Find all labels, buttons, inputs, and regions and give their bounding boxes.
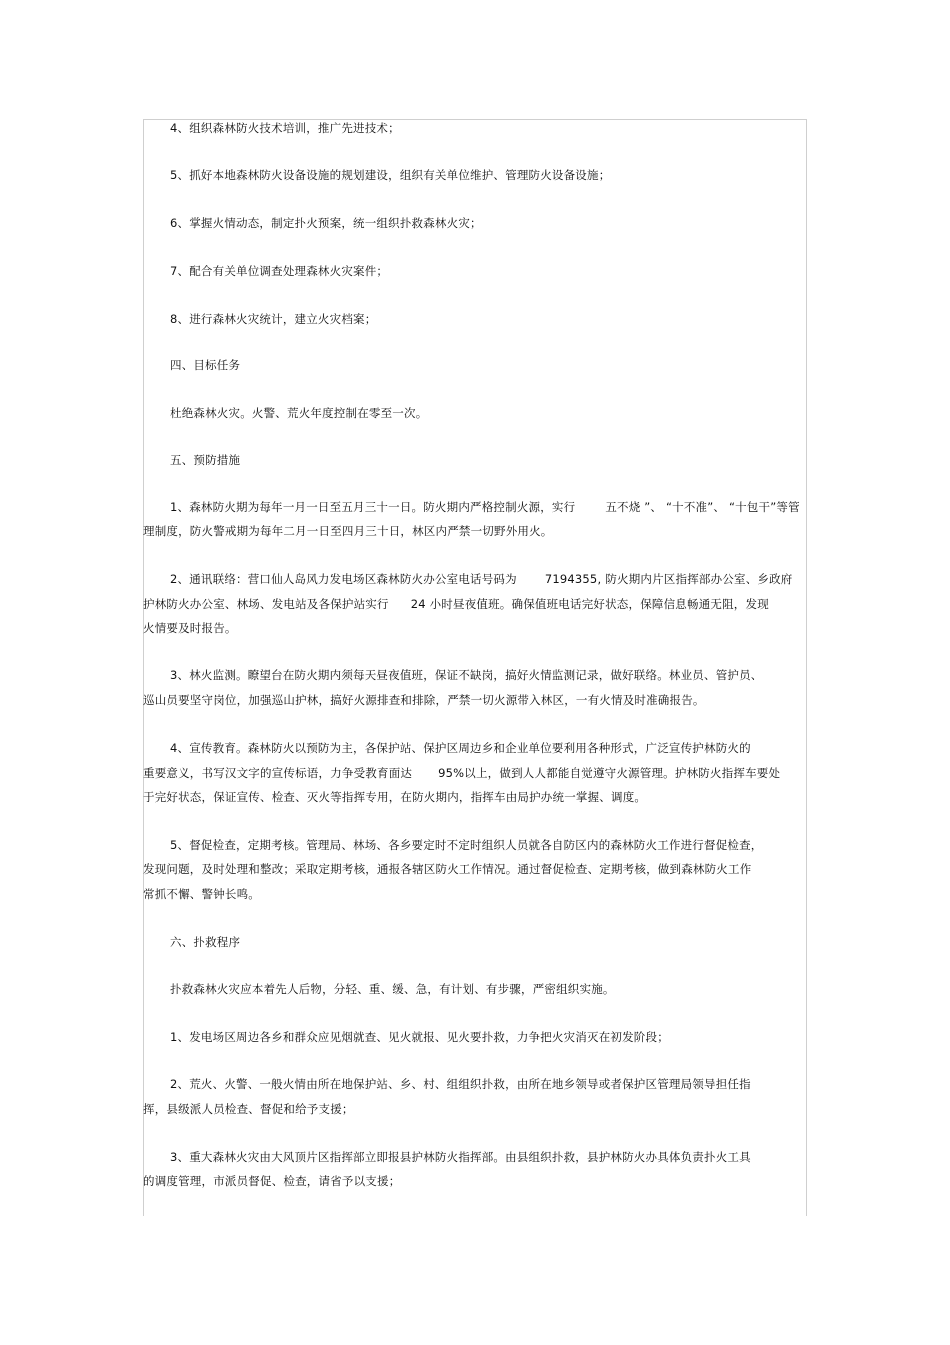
prevention-4-part-a: 重要意义，书写汉文字的宣传标语，力争受教育面达 [143,766,413,780]
duty-item-4: 4、组织森林防火技术培训，推广先进技术； [170,121,400,135]
prevention-2-line-1 [170,572,793,586]
prevention-2-part-c: 防火期内片区指挥部办公室、乡政府 [605,572,793,586]
rescue-step-3-line-2: 的调度管理，市派员督促、检查，请省予以支援； [143,1174,401,1188]
duty-item-7: 7、配合有关单位调查处理森林火灾案件； [170,264,389,278]
section-text-4: 杜绝森林火灾。火警、荒火年度控制在零至一次。 [170,406,428,420]
prevention-3-line-1: 3、林火监测。瞭望台在防火期内须每天昼夜值班，保证不缺岗，搞好火情监测记录，做好联络。林业员、管护员、 [170,668,763,682]
section-text-6: 扑救森林火灾应本着先人后物，分轻、重、缓、急，有计划、有步骤，严密组织实施。 [170,982,615,996]
duty-item-8: 8、进行森林火灾统计，建立火灾档案； [170,312,377,326]
section-heading-6: 六、扑救程序 [170,935,241,949]
prevention-3-line-2: 巡山员要坚守岗位，加强巡山护林，搞好火源排查和排除，严禁一切火源带入林区，一有火情及时准确报告。 [143,693,705,707]
rescue-step-2-line-1: 2、荒火、火警、一般火情由所在地保护站、乡、村、组组织扑救，由所在地乡领导或者保护区管理局领导担任指 [170,1077,751,1091]
prevention-2-line-3: 火情要及时报告。 [143,621,237,635]
section-heading-5: 五、预防措施 [170,453,241,467]
prevention-2-part-e: 24 小时昼夜值班。确保值班电话完好状态，保障信息畅通无阻，发现 [410,597,769,611]
prevention-1-line-1 [170,500,800,514]
prevention-4-line-2 [143,766,780,780]
prevention-2-line-2 [143,597,769,611]
prevention-1-part-a: 1、森林防火期为每年一月一日至五月三十一日。防火期内严格控制火源，实行 [170,500,576,514]
prevention-4-line-3: 于完好状态，保证宣传、检查、灭火等指挥专用，在防火期内，指挥车由局护办统一掌握、调度。 [143,790,647,804]
prevention-2-part-a: 2、通讯联络：营口仙人岛风力发电场区森林防火办公室电话号码为 [170,572,517,586]
prevention-5-line-3: 常抓不懈、警钟长鸣。 [143,887,260,901]
prevention-4-part-b: 95%以上，做到人人都能自觉遵守火源管理。护林防火指挥车要处 [438,766,781,780]
phone-number: 7194355, [544,572,602,586]
rescue-step-2-line-2: 挥，县级派人员检查、督促和给予支援； [143,1102,354,1116]
prevention-4-line-1: 4、宣传教育。森林防火以预防为主，各保护站、保护区周边乡和企业单位要利用各种形式，广泛宣传护林防火的 [170,741,751,755]
duty-item-6: 6、掌握火情动态，制定扑火预案，统一组织扑救森林火灾； [170,216,482,230]
prevention-1-part-b: 五不烧 ”、 “十不准”、 “十包干”等管 [605,500,800,514]
prevention-1-line-2: 理制度，防火警戒期为每年二月一日至四月三十日，林区内严禁一切野外用火。 [143,524,553,538]
prevention-2-part-d: 护林防火办公室、林场、发电站及各保护站实行 [143,597,389,611]
rescue-step-1: 1、发电场区周边各乡和群众应见烟就查、见火就报、见火要扑救，力争把火灾消灭在初发阶段； [170,1030,669,1044]
prevention-5-line-1: 5、督促检查，定期考核。管理局、林场、各乡要定时不定时组织人员就各自防区内的森林防火工作进行督促检查， [170,838,763,852]
section-heading-4: 四、目标任务 [170,358,241,372]
duty-item-5: 5、抓好本地森林防火设备设施的规划建设，组织有关单位维护、管理防火设备设施； [170,168,611,182]
prevention-5-line-2: 发现问题，及时处理和整改；采取定期考核，通报各辖区防火工作情况。通过督促检查、定期考核，做到森林防火工作 [143,862,752,876]
rescue-step-3-line-1: 3、重大森林火灾由大风顶片区指挥部立即报县护林防火指挥部。由县组织扑救，县护林防火办具体负责扑火工具 [170,1150,751,1164]
